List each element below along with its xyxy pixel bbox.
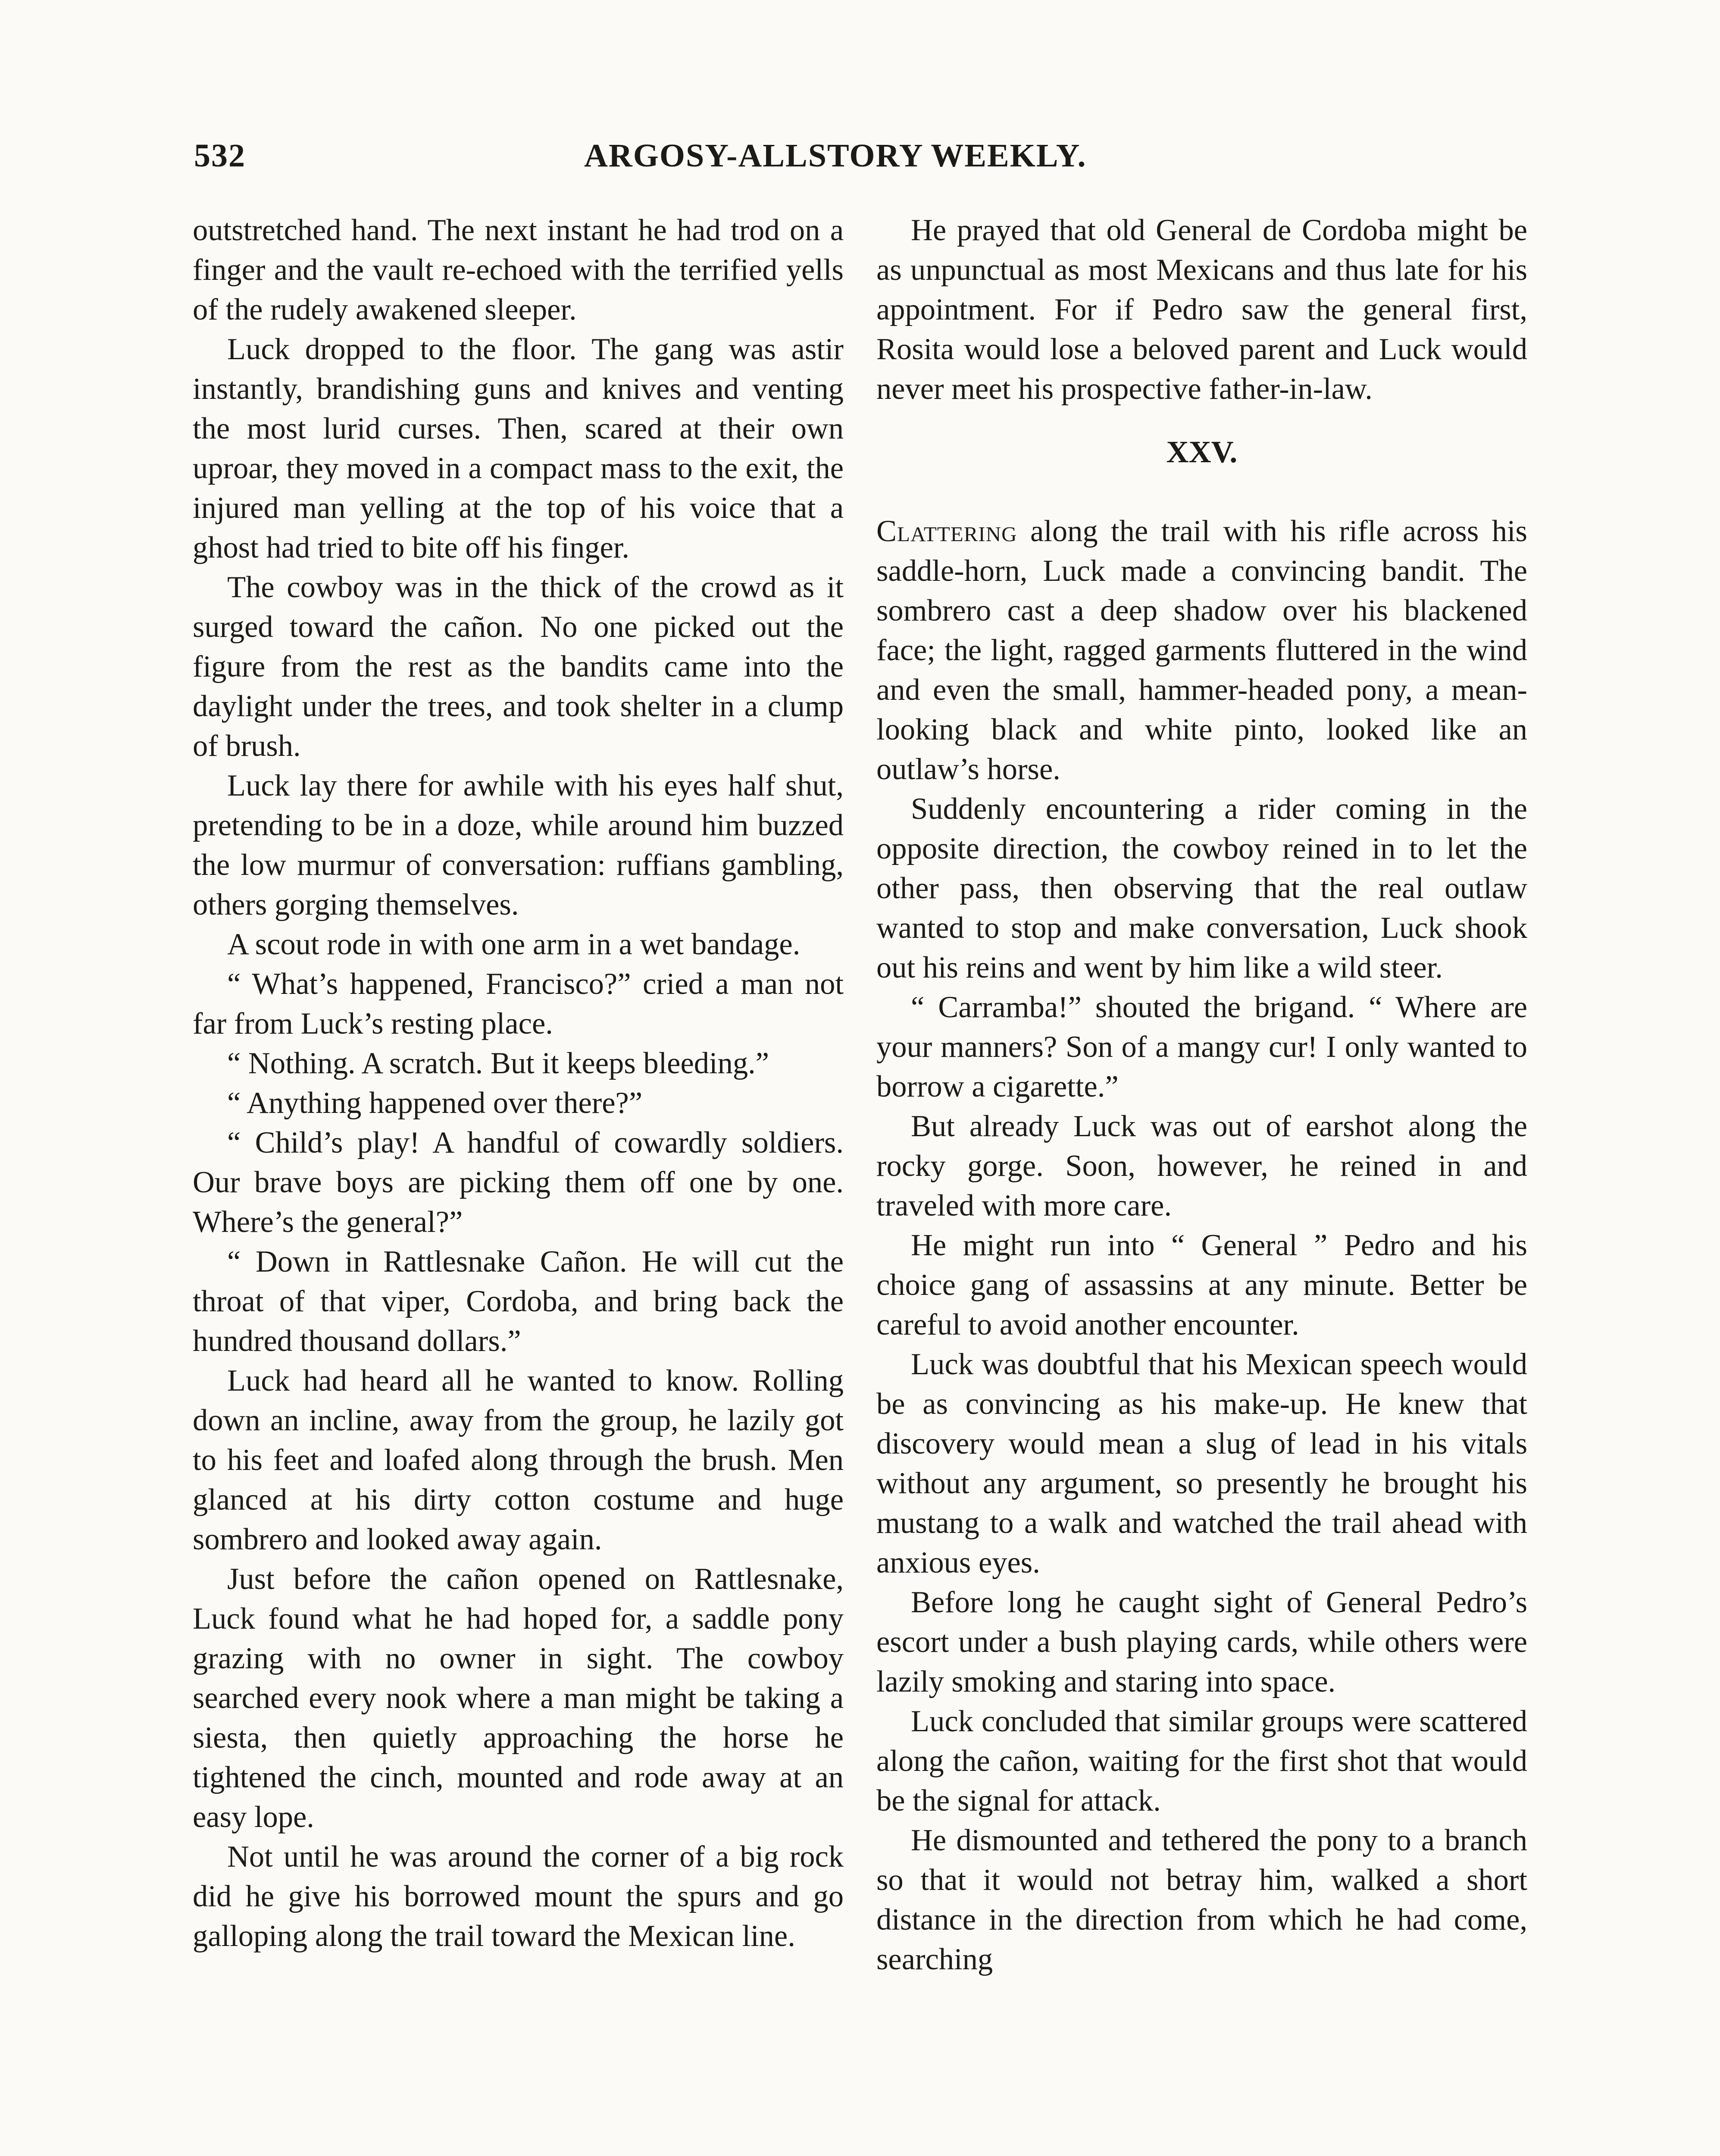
lead-text: along the trail with his rifle across his saddle-horn, Luck made a convincing bandit. The sombrero cast a deep shadow over his blackened face; the light, ragged garments fluttered in the wind and even the small, hammer-headed pony, a mean-looking black and white pinto, looked like an outlaw’s horse. xyxy=(876,514,1527,786)
paragraph: Before long he caught sight of General Pedro’s escort under a bush playing cards, while others were lazily smoking and staring into space. xyxy=(876,1586,1527,1698)
paragraph: “ Carramba!” shouted the brigand. “ Where are your manners? Son of a mangy cur! I only wanted to borrow a cigarette.” xyxy=(876,990,1527,1103)
lead-word: Clattering xyxy=(876,514,1017,548)
paragraph: He might run into “ General ” Pedro and his choice gang of assassins at any minute. Better be careful to avoid another encounter. xyxy=(876,1228,1527,1341)
paragraph: “ Down in Rattlesnake Cañon. He will cut the throat of that viper, Cordoba, and bring back the hundred thousand dollars.” xyxy=(193,1245,844,1358)
paragraph: Luck lay there for awhile with his eyes half shut, pretending to be in a doze, while around him buzzed the low murmur of conversation: ruffians gambling, others gorging themselves. xyxy=(193,769,844,921)
page-number: 532 xyxy=(194,138,246,174)
paragraph: Luck concluded that similar groups were scattered along the cañon, waiting for the first shot that would be the signal for attack. xyxy=(876,1705,1527,1818)
page-header xyxy=(194,137,1535,185)
paragraph: “ What’s happened, Francisco?” cried a man not far from Luck’s resting place. xyxy=(193,967,844,1040)
paragraph: But already Luck was out of earshot along the rocky gorge. Soon, however, he reined in and traveled with more care. xyxy=(876,1109,1527,1222)
running-title: ARGOSY-ALLSTORY WEEKLY. xyxy=(584,138,1087,174)
paragraph: “ Anything happened over there?” xyxy=(227,1086,643,1120)
paragraph: outstretched hand. The next instant he had trod on a finger and the vault re-echoed with the terrified yells of the rudely awakened sleeper. xyxy=(193,213,844,326)
paragraph: Luck was doubtful that his Mexican speech would be as convincing as his make-up. He knew that discovery would mean a slug of lead in his vitals without any argument, so presently he brought his mustang to a walk and watched the trail ahead with anxious eyes. xyxy=(876,1348,1527,1579)
paragraph: A scout rode in with one arm in a wet bandage. xyxy=(227,928,801,961)
paragraph: Suddenly encountering a rider coming in the opposite direction, the cowboy reined in to let the other pass, then observing that the real outlaw wanted to stop and make conversation, Luck shook out his reins and went by him like a wild steer. xyxy=(876,792,1527,984)
paragraph: Not until he was around the corner of a big rock did he give his borrowed mount the spurs and go galloping along the trail toward the Mexican line. xyxy=(193,1840,844,1953)
right-column xyxy=(876,210,1527,1979)
paragraph: The cowboy was in the thick of the crowd as it surged toward the cañon. No one picked out the figure from the rest as the bandits came into the daylight under the trees, and took shelter in a clump of brush. xyxy=(193,570,844,763)
paragraph: Just before the cañon opened on Rattlesnake, Luck found what he had hoped for, a saddle pony grazing with no owner in sight. The cowboy searched every nook where a man might be taking a siesta, then quietly approaching the horse he tightened the cinch, mounted and rode away at an easy lope. xyxy=(193,1562,844,1834)
paragraph: Luck dropped to the floor. The gang was astir instantly, brandishing guns and knives and venting the most lurid curses. Then, scared at their own uproar, they moved in a compact mass to the exit, the injured man yelling at the top of his voice that a ghost had tried to bite off his finger. xyxy=(193,332,844,564)
chapter-heading: XXV. xyxy=(1166,435,1238,469)
paragraph: He prayed that old General de Cordoba might be as unpunctual as most Mexicans and thus late for his appointment. For if Pedro saw the general first, Rosita would lose a beloved parent and Luck would never meet his prospective father-in-law. xyxy=(876,213,1527,406)
paragraph: “ Child’s play! A handful of cowardly soldiers. Our brave boys are picking them off one by one. Where’s the general?” xyxy=(193,1126,844,1239)
chapter-opening-paragraph xyxy=(876,511,1527,789)
paragraph: He dismounted and tethered the pony to a branch so that it would not betray him, walked a short distance in the direction from which he had come, searching xyxy=(876,1824,1527,1976)
paragraph: “ Nothing. A scratch. But it keeps bleeding.” xyxy=(227,1047,769,1080)
left-column xyxy=(193,210,844,1956)
paragraph: Luck had heard all he wanted to know. Rolling down an incline, away from the group, he lazily got to his feet and loafed along through the brush. Men glanced at his dirty cotton costume and huge sombrero and looked away again. xyxy=(193,1364,844,1556)
